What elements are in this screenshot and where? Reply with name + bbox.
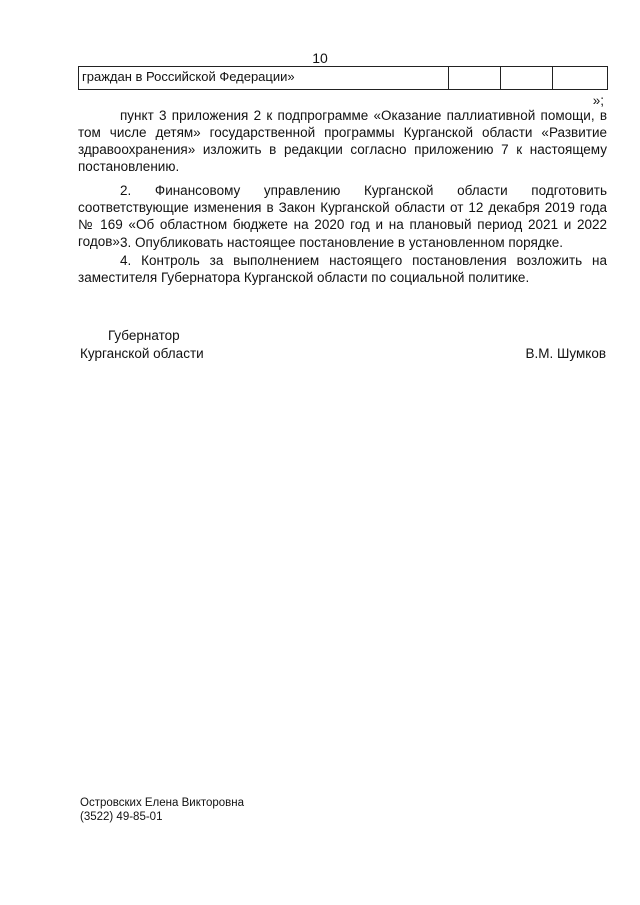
paragraph-1: пункт 3 приложения 2 к подпрограмме «Оказание паллиативной помощи, в том числе детям» государственной программы Курганской области «Развитие здравоохранения» изложить в редакции согласно приложению 7 к настоящему постановлению. (78, 108, 607, 174)
closing-quote: »; (592, 93, 604, 108)
table-cell-empty (553, 67, 608, 90)
paragraph-4-container (78, 252, 607, 286)
paragraph-4: 4. Контроль за выполнением настоящего постановления возложить на заместителя Губернатора Курганской области по социальной политике. (78, 253, 607, 285)
paragraph-2: 2. Финансовому управлению Курганской области подготовить соответствующие изменения в Закон Курганской области от 12 декабря 2019 года № 169 «Об областном бюджете на 2020 год и на плановый период 2021 и 2022 годов». (78, 183, 607, 249)
paragraph-3-container (78, 234, 607, 251)
executor-phone: (3522) 49-85-01 (80, 811, 163, 823)
paragraph-3: 3. Опубликовать настоящее постановление в установленном порядке. (120, 235, 564, 250)
continuation-table (78, 66, 608, 90)
table-cell-empty (449, 67, 501, 90)
signatory-title-line2: Курганской области (80, 346, 204, 361)
table-row (79, 67, 608, 90)
signatory-title-line1: Губернатор (108, 328, 180, 343)
table-cell-empty (501, 67, 553, 90)
paragraph-1-container (78, 107, 607, 175)
signatory-name: В.М. Шумков (525, 346, 606, 361)
executor-name: Островских Елена Викторовна (80, 797, 245, 809)
table-cell-program: граждан в Российской Федерации» (79, 67, 449, 90)
page-number: 10 (312, 50, 328, 66)
